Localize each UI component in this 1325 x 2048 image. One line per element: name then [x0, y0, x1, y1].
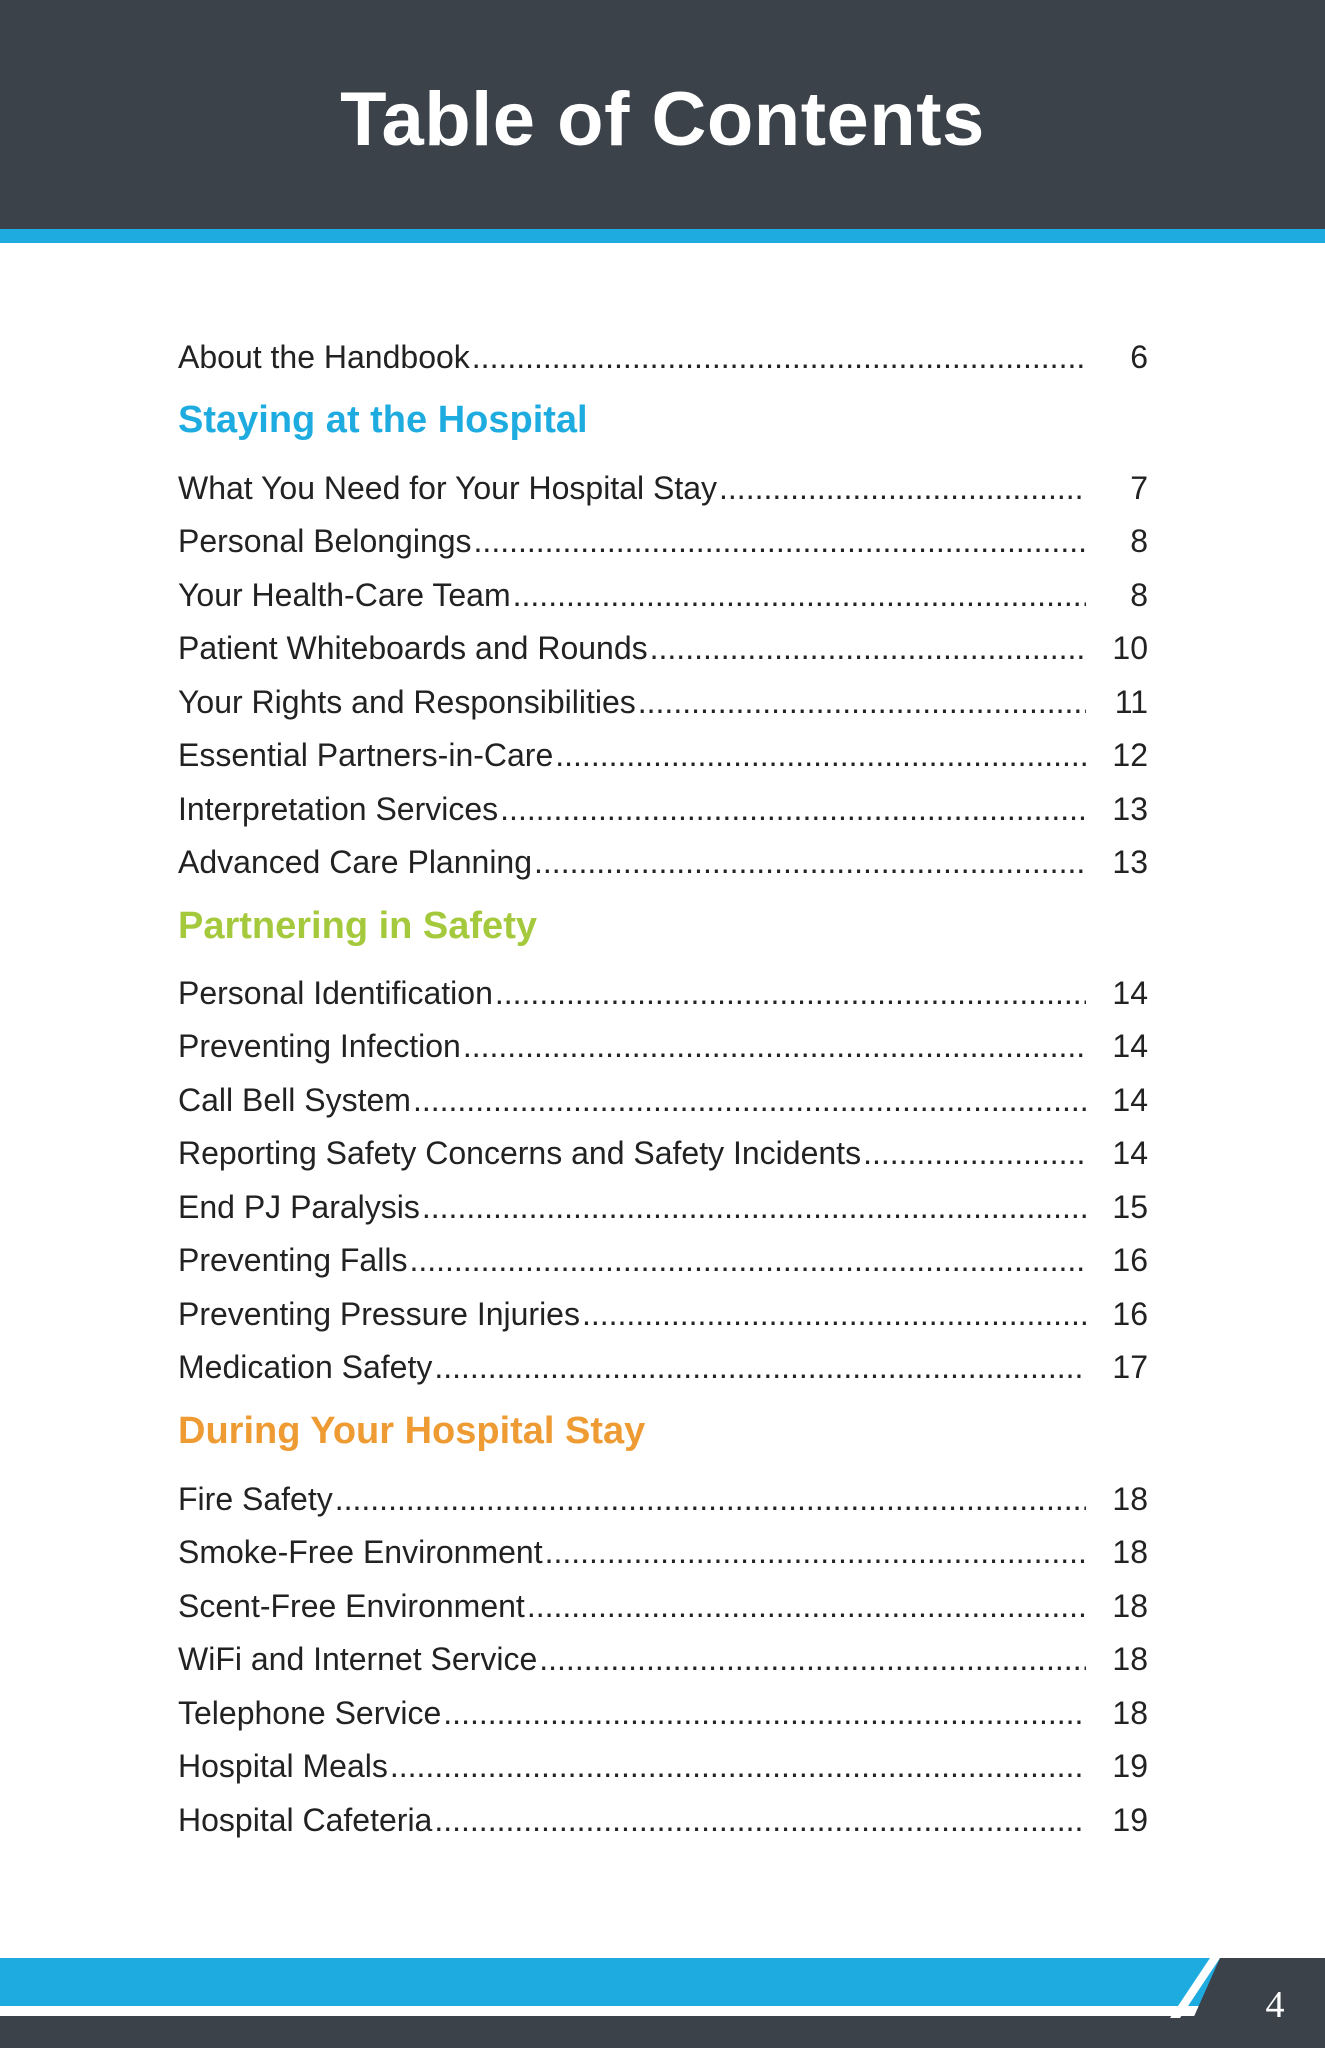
toc-entry-label: Hospital Meals [178, 1748, 388, 1784]
toc-entry-page: 12 [1112, 737, 1148, 773]
toc-entry-page: 10 [1112, 630, 1148, 666]
toc-entry-page: 17 [1112, 1349, 1148, 1385]
dot-leader [335, 1479, 1086, 1519]
toc-entry-label: WiFi and Internet Service [178, 1641, 538, 1677]
toc-entry[interactable] [178, 1026, 1148, 1066]
toc-entry-label: Scent-Free Environment [178, 1588, 525, 1624]
dot-leader [555, 735, 1086, 775]
dot-leader [434, 1347, 1086, 1387]
toc-entry-label: Hospital Cafeteria [178, 1802, 433, 1838]
toc-entry-page: 13 [1112, 791, 1148, 827]
toc-entry-label: About the Handbook [178, 339, 470, 375]
toc-entry-label: Essential Partners-in-Care [178, 737, 554, 773]
footer-accent-stripe [0, 1958, 1325, 2006]
dot-leader [534, 842, 1086, 882]
dot-leader [638, 682, 1086, 722]
toc-entry-page: 18 [1112, 1588, 1148, 1624]
dot-leader [474, 521, 1086, 561]
dot-leader [527, 1586, 1086, 1626]
dot-leader [443, 1693, 1086, 1733]
toc-entry[interactable] [178, 735, 1148, 775]
dot-leader [863, 1133, 1086, 1173]
toc-entry[interactable] [178, 1479, 1148, 1519]
toc-entry-page: 18 [1112, 1695, 1148, 1731]
toc-entry[interactable] [178, 1693, 1148, 1733]
toc-entry-label: Personal Identification [178, 975, 493, 1011]
dot-leader [582, 1294, 1086, 1334]
dot-leader [513, 575, 1086, 615]
toc-entry-page: 14 [1112, 975, 1148, 1011]
toc-entry[interactable] [178, 1532, 1148, 1572]
toc-entry[interactable] [178, 789, 1148, 829]
dot-leader [495, 973, 1086, 1013]
toc-entry-page: 6 [1130, 339, 1148, 375]
toc-entry-label: Fire Safety [178, 1481, 333, 1517]
toc-entry-label: Your Rights and Responsibilities [178, 684, 636, 720]
toc-entry[interactable] [178, 973, 1148, 1013]
toc-entry-label: Reporting Safety Concerns and Safety Incidents [178, 1135, 862, 1171]
toc-entry-page: 19 [1112, 1748, 1148, 1784]
toc-entry[interactable] [178, 1586, 1148, 1626]
dot-leader [500, 789, 1086, 829]
toc-entry-label: What You Need for Your Hospital Stay [178, 470, 718, 506]
dot-leader [463, 1026, 1086, 1066]
toc-entry-page: 18 [1112, 1641, 1148, 1677]
toc-entry-label: Call Bell System [178, 1082, 411, 1118]
toc-entry-label: Patient Whiteboards and Rounds [178, 630, 648, 666]
toc-entry-page: 13 [1112, 844, 1148, 880]
toc-entry[interactable] [178, 521, 1148, 561]
toc-entry-page: 16 [1112, 1242, 1148, 1278]
toc-entry-label: Interpretation Services [178, 791, 499, 827]
dot-leader [434, 1800, 1086, 1840]
toc-entry[interactable] [178, 575, 1148, 615]
toc-entry[interactable] [178, 1746, 1148, 1786]
dot-leader [539, 1639, 1086, 1679]
page-number: 4 [1265, 1984, 1285, 2026]
toc-entry-page: 18 [1112, 1481, 1148, 1517]
dot-leader [422, 1187, 1086, 1227]
toc-entry-page: 11 [1114, 684, 1148, 720]
header-accent-stripe [0, 229, 1325, 243]
toc-entry-page: 8 [1130, 523, 1148, 559]
toc-entry[interactable] [178, 1294, 1148, 1334]
toc-entry-about-the-handbook[interactable] [178, 337, 1148, 377]
toc-entry[interactable] [178, 1240, 1148, 1280]
toc-entry[interactable] [178, 1133, 1148, 1173]
page-title: Table of Contents [340, 77, 985, 162]
section-heading-staying-at-the-hospital: Staying at the Hospital [178, 399, 588, 441]
dot-leader [650, 628, 1086, 668]
toc-entry-label: End PJ Paralysis [178, 1189, 420, 1225]
toc-entry-page: 18 [1112, 1534, 1148, 1570]
toc-entry[interactable] [178, 468, 1148, 508]
toc-entry-label: Your Health-Care Team [178, 577, 511, 613]
toc-entry[interactable] [178, 628, 1148, 668]
dot-leader [719, 468, 1086, 508]
toc-entry-page: 16 [1112, 1296, 1148, 1332]
toc-entry[interactable] [178, 842, 1148, 882]
toc-entry[interactable] [178, 1080, 1148, 1120]
toc-entry[interactable] [178, 1187, 1148, 1227]
toc-entry-page: 14 [1112, 1028, 1148, 1064]
toc-entry-label: Personal Belongings [178, 523, 472, 559]
dot-leader [472, 337, 1086, 377]
dot-leader [409, 1240, 1086, 1280]
toc-entry[interactable] [178, 1639, 1148, 1679]
dot-leader [390, 1746, 1086, 1786]
toc-entry[interactable] [178, 1800, 1148, 1840]
toc-entry-label: Medication Safety [178, 1349, 433, 1385]
toc-entry-page: 14 [1112, 1082, 1148, 1118]
toc-entry-page: 8 [1130, 577, 1148, 613]
dot-leader [413, 1080, 1086, 1120]
section-heading-partnering-in-safety: Partnering in Safety [178, 905, 537, 947]
toc-entry-label: Preventing Infection [178, 1028, 461, 1064]
toc-entry-page: 14 [1112, 1135, 1148, 1171]
toc-entry-page: 15 [1112, 1189, 1148, 1225]
toc-entry-label: Advanced Care Planning [178, 844, 533, 880]
footer-bar [0, 2016, 1325, 2048]
dot-leader [545, 1532, 1086, 1572]
toc-entry[interactable] [178, 682, 1148, 722]
toc-entry-page: 7 [1130, 470, 1148, 506]
toc-entry-label: Preventing Falls [178, 1242, 408, 1278]
toc-entry[interactable] [178, 1347, 1148, 1387]
section-heading-during-your-hospital-stay: During Your Hospital Stay [178, 1410, 646, 1452]
toc-entry-label: Preventing Pressure Injuries [178, 1296, 580, 1332]
toc-entry-label: Smoke-Free Environment [178, 1534, 543, 1570]
toc-entry-page: 19 [1112, 1802, 1148, 1838]
toc-entry-label: Telephone Service [178, 1695, 442, 1731]
